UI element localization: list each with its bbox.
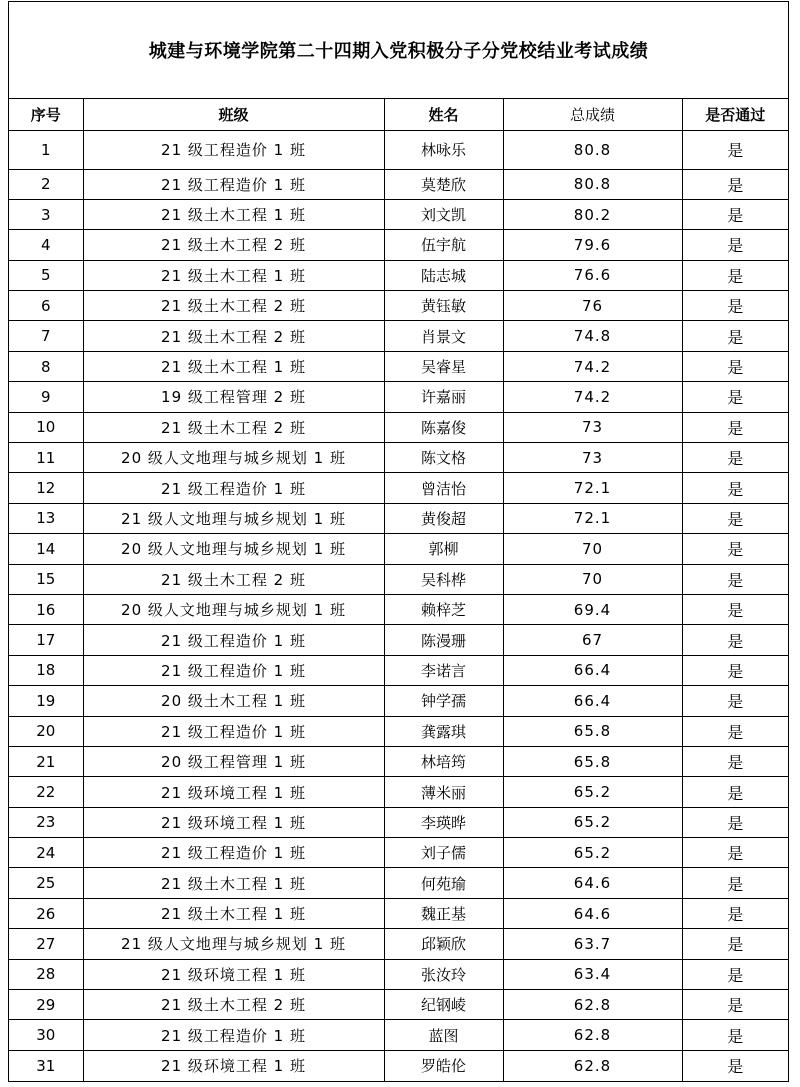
cell-pass: 是	[682, 686, 788, 716]
cell-no: 27	[9, 929, 83, 959]
cell-pass: 是	[682, 594, 788, 624]
cell-no: 8	[9, 351, 83, 381]
cell-score: 62.8	[503, 1020, 682, 1050]
table-row	[9, 1050, 788, 1080]
cell-score: 76	[503, 291, 682, 321]
score-sheet	[8, 1, 789, 1082]
cell-pass: 是	[682, 716, 788, 746]
table-row	[9, 1020, 788, 1050]
cell-pass: 是	[682, 260, 788, 290]
cell-name: 罗皓伦	[384, 1050, 503, 1080]
cell-name: 蓝图	[384, 1020, 503, 1050]
cell-score: 73	[503, 443, 682, 473]
cell-score: 63.7	[503, 929, 682, 959]
table-row	[9, 291, 788, 321]
header-score: 总成绩	[503, 99, 682, 130]
cell-score: 64.6	[503, 868, 682, 898]
cell-pass: 是	[682, 230, 788, 260]
cell-no: 6	[9, 291, 83, 321]
cell-class: 20 级人文地理与城乡规划 1 班	[83, 594, 384, 624]
table-row	[9, 412, 788, 442]
cell-score: 66.4	[503, 655, 682, 685]
cell-pass: 是	[682, 199, 788, 229]
table-row	[9, 230, 788, 260]
cell-no: 24	[9, 838, 83, 868]
cell-class: 21 级土木工程 2 班	[83, 412, 384, 442]
cell-name: 陈嘉俊	[384, 412, 503, 442]
cell-name: 林咏乐	[384, 130, 503, 169]
cell-no: 9	[9, 382, 83, 412]
cell-name: 张汝玲	[384, 959, 503, 989]
cell-name: 吴科桦	[384, 564, 503, 594]
cell-class: 19 级工程管理 2 班	[83, 382, 384, 412]
cell-no: 18	[9, 655, 83, 685]
header-name: 姓名	[384, 99, 503, 130]
table-row	[9, 655, 788, 685]
cell-score: 66.4	[503, 686, 682, 716]
table-row	[9, 990, 788, 1020]
table-row	[9, 321, 788, 351]
cell-pass: 是	[682, 130, 788, 169]
cell-class: 21 级土木工程 1 班	[83, 868, 384, 898]
cell-score: 65.2	[503, 838, 682, 868]
cell-score: 62.8	[503, 990, 682, 1020]
cell-pass: 是	[682, 351, 788, 381]
cell-no: 26	[9, 898, 83, 928]
cell-no: 3	[9, 199, 83, 229]
cell-pass: 是	[682, 807, 788, 837]
cell-pass: 是	[682, 777, 788, 807]
cell-pass: 是	[682, 169, 788, 199]
cell-score: 67	[503, 625, 682, 655]
cell-pass: 是	[682, 473, 788, 503]
cell-name: 何苑瑜	[384, 868, 503, 898]
cell-no: 11	[9, 443, 83, 473]
cell-name: 魏正基	[384, 898, 503, 928]
cell-class: 21 级工程造价 1 班	[83, 169, 384, 199]
cell-name: 钟学孺	[384, 686, 503, 716]
cell-class: 21 级工程造价 1 班	[83, 1020, 384, 1050]
cell-name: 赖梓芝	[384, 594, 503, 624]
cell-class: 21 级工程造价 1 班	[83, 625, 384, 655]
cell-pass: 是	[682, 838, 788, 868]
header-class: 班级	[83, 99, 384, 130]
cell-class: 21 级人文地理与城乡规划 1 班	[83, 503, 384, 533]
cell-no: 31	[9, 1050, 83, 1080]
table-row	[9, 625, 788, 655]
table-row	[9, 929, 788, 959]
sheet-title: 城建与环境学院第二十四期入党积极分子分党校结业考试成绩	[9, 2, 788, 99]
cell-name: 郭柳	[384, 534, 503, 564]
table-row	[9, 382, 788, 412]
cell-score: 62.8	[503, 1050, 682, 1080]
cell-class: 21 级土木工程 1 班	[83, 199, 384, 229]
table-row	[9, 473, 788, 503]
cell-name: 陈漫珊	[384, 625, 503, 655]
cell-pass: 是	[727, 1057, 744, 1077]
cell-class: 21 级环境工程 1 班	[83, 777, 384, 807]
table-row	[9, 564, 788, 594]
header-pass: 是否通过	[682, 99, 788, 130]
cell-class: 21 级环境工程 1 班	[83, 807, 384, 837]
cell-no: 20	[9, 716, 83, 746]
cell-score: 74.2	[503, 351, 682, 381]
cell-pass: 是	[682, 746, 788, 776]
cell-no: 16	[9, 594, 83, 624]
cell-name: 伍宇航	[384, 230, 503, 260]
cell-no: 22	[9, 777, 83, 807]
cell-pass: 是	[682, 291, 788, 321]
cell-score: 72.1	[503, 503, 682, 533]
cell-pass: 是	[682, 534, 788, 564]
table-row	[9, 686, 788, 716]
table-body	[9, 130, 788, 1081]
table-row	[9, 777, 788, 807]
cell-class: 21 级工程造价 1 班	[83, 838, 384, 868]
table-row	[9, 959, 788, 989]
cell-name: 黄钰敏	[384, 291, 503, 321]
cell-pass: 是	[682, 443, 788, 473]
cell-pass: 是	[682, 321, 788, 351]
cell-no: 7	[9, 321, 83, 351]
cell-class: 21 级环境工程 1 班	[83, 1050, 384, 1080]
cell-no: 21	[9, 746, 83, 776]
table-row	[9, 443, 788, 473]
cell-no: 1	[9, 130, 83, 169]
cell-pass: 是	[682, 959, 788, 989]
cell-score: 74.8	[503, 321, 682, 351]
cell-pass: 是	[682, 898, 788, 928]
cell-name: 曾洁怡	[384, 473, 503, 503]
cell-no: 23	[9, 807, 83, 837]
cell-name: 陈文格	[384, 443, 503, 473]
cell-class: 21 级土木工程 1 班	[83, 260, 384, 290]
cell-pass: 是	[682, 868, 788, 898]
cell-score: 63.4	[503, 959, 682, 989]
cell-name: 龚露琪	[384, 716, 503, 746]
cell-no: 30	[9, 1020, 83, 1050]
cell-pass: 是	[682, 625, 788, 655]
cell-class: 20 级人文地理与城乡规划 1 班	[83, 443, 384, 473]
cell-score: 79.6	[503, 230, 682, 260]
cell-pass: 是	[682, 1020, 788, 1050]
table-row	[9, 807, 788, 837]
cell-name: 刘子儒	[384, 838, 503, 868]
cell-name: 黄俊超	[384, 503, 503, 533]
cell-class: 20 级工程管理 1 班	[83, 746, 384, 776]
cell-pass: 是	[682, 929, 788, 959]
header-no: 序号	[9, 99, 83, 130]
table-row	[9, 534, 788, 564]
cell-score: 74.2	[503, 382, 682, 412]
cell-class: 21 级环境工程 1 班	[83, 959, 384, 989]
table-row	[9, 169, 788, 199]
cell-class: 21 级土木工程 1 班	[83, 351, 384, 381]
cell-class: 21 级人文地理与城乡规划 1 班	[83, 929, 384, 959]
table-row	[9, 898, 788, 928]
cell-score: 65.8	[503, 716, 682, 746]
cell-pass: 是	[682, 655, 788, 685]
cell-name: 纪钢崚	[384, 990, 503, 1020]
cell-score: 80.8	[503, 130, 682, 169]
cell-name: 肖景文	[384, 321, 503, 351]
cell-class: 21 级土木工程 1 班	[83, 898, 384, 928]
table-row	[9, 130, 788, 169]
cell-name: 刘文凯	[384, 199, 503, 229]
cell-no: 15	[9, 564, 83, 594]
cell-score: 70	[503, 564, 682, 594]
cell-name: 吴睿星	[384, 351, 503, 381]
cell-class: 21 级工程造价 1 班	[83, 655, 384, 685]
cell-class: 21 级土木工程 2 班	[83, 990, 384, 1020]
cell-no: 10	[9, 412, 83, 442]
cell-no: 28	[9, 959, 83, 989]
cell-class: 21 级土木工程 2 班	[83, 291, 384, 321]
cell-class: 20 级人文地理与城乡规划 1 班	[83, 534, 384, 564]
cell-name: 陆志城	[384, 260, 503, 290]
cell-class: 20 级土木工程 1 班	[83, 686, 384, 716]
cell-class: 21 级土木工程 2 班	[83, 230, 384, 260]
cell-class: 21 级土木工程 2 班	[83, 321, 384, 351]
cell-score: 65.8	[503, 746, 682, 776]
table-row	[9, 594, 788, 624]
table-row	[9, 716, 788, 746]
cell-class: 21 级土木工程 2 班	[83, 564, 384, 594]
cell-name: 许嘉丽	[384, 382, 503, 412]
cell-class: 21 级工程造价 1 班	[83, 473, 384, 503]
cell-pass: 是	[682, 990, 788, 1020]
cell-name: 李瑛晔	[384, 807, 503, 837]
table-row	[9, 746, 788, 776]
table-row	[9, 868, 788, 898]
cell-name: 莫楚欣	[384, 169, 503, 199]
cell-score: 70	[503, 534, 682, 564]
table-row	[9, 260, 788, 290]
table-row	[9, 351, 788, 381]
cell-no: 14	[9, 534, 83, 564]
cell-score: 76.6	[503, 260, 682, 290]
cell-score: 80.2	[503, 199, 682, 229]
cell-no: 2	[9, 169, 83, 199]
cell-score: 72.1	[503, 473, 682, 503]
cell-pass: 是	[682, 382, 788, 412]
table-row	[9, 838, 788, 868]
cell-class: 21 级工程造价 1 班	[83, 716, 384, 746]
cell-no: 19	[9, 686, 83, 716]
cell-no: 12	[9, 473, 83, 503]
cell-no: 17	[9, 625, 83, 655]
cell-no: 5	[9, 260, 83, 290]
cell-class: 21 级工程造价 1 班	[83, 130, 384, 169]
cell-no: 4	[9, 230, 83, 260]
cell-score: 69.4	[503, 594, 682, 624]
cell-pass: 是	[682, 412, 788, 442]
cell-no: 25	[9, 868, 83, 898]
cell-no: 29	[9, 990, 83, 1020]
cell-no: 13	[9, 503, 83, 533]
cell-pass: 是	[682, 503, 788, 533]
score-table	[9, 99, 788, 1081]
cell-pass: 是	[682, 564, 788, 594]
cell-score: 64.6	[503, 898, 682, 928]
cell-score: 73	[503, 412, 682, 442]
cell-name: 薄米丽	[384, 777, 503, 807]
cell-name: 林培筠	[384, 746, 503, 776]
cell-score: 65.2	[503, 807, 682, 837]
cell-name: 邱颖欣	[384, 929, 503, 959]
table-row	[9, 199, 788, 229]
cell-score: 80.8	[503, 169, 682, 199]
table-row	[9, 503, 788, 533]
cell-name: 李诺言	[384, 655, 503, 685]
header-row	[9, 99, 788, 130]
cell-score: 65.2	[503, 777, 682, 807]
